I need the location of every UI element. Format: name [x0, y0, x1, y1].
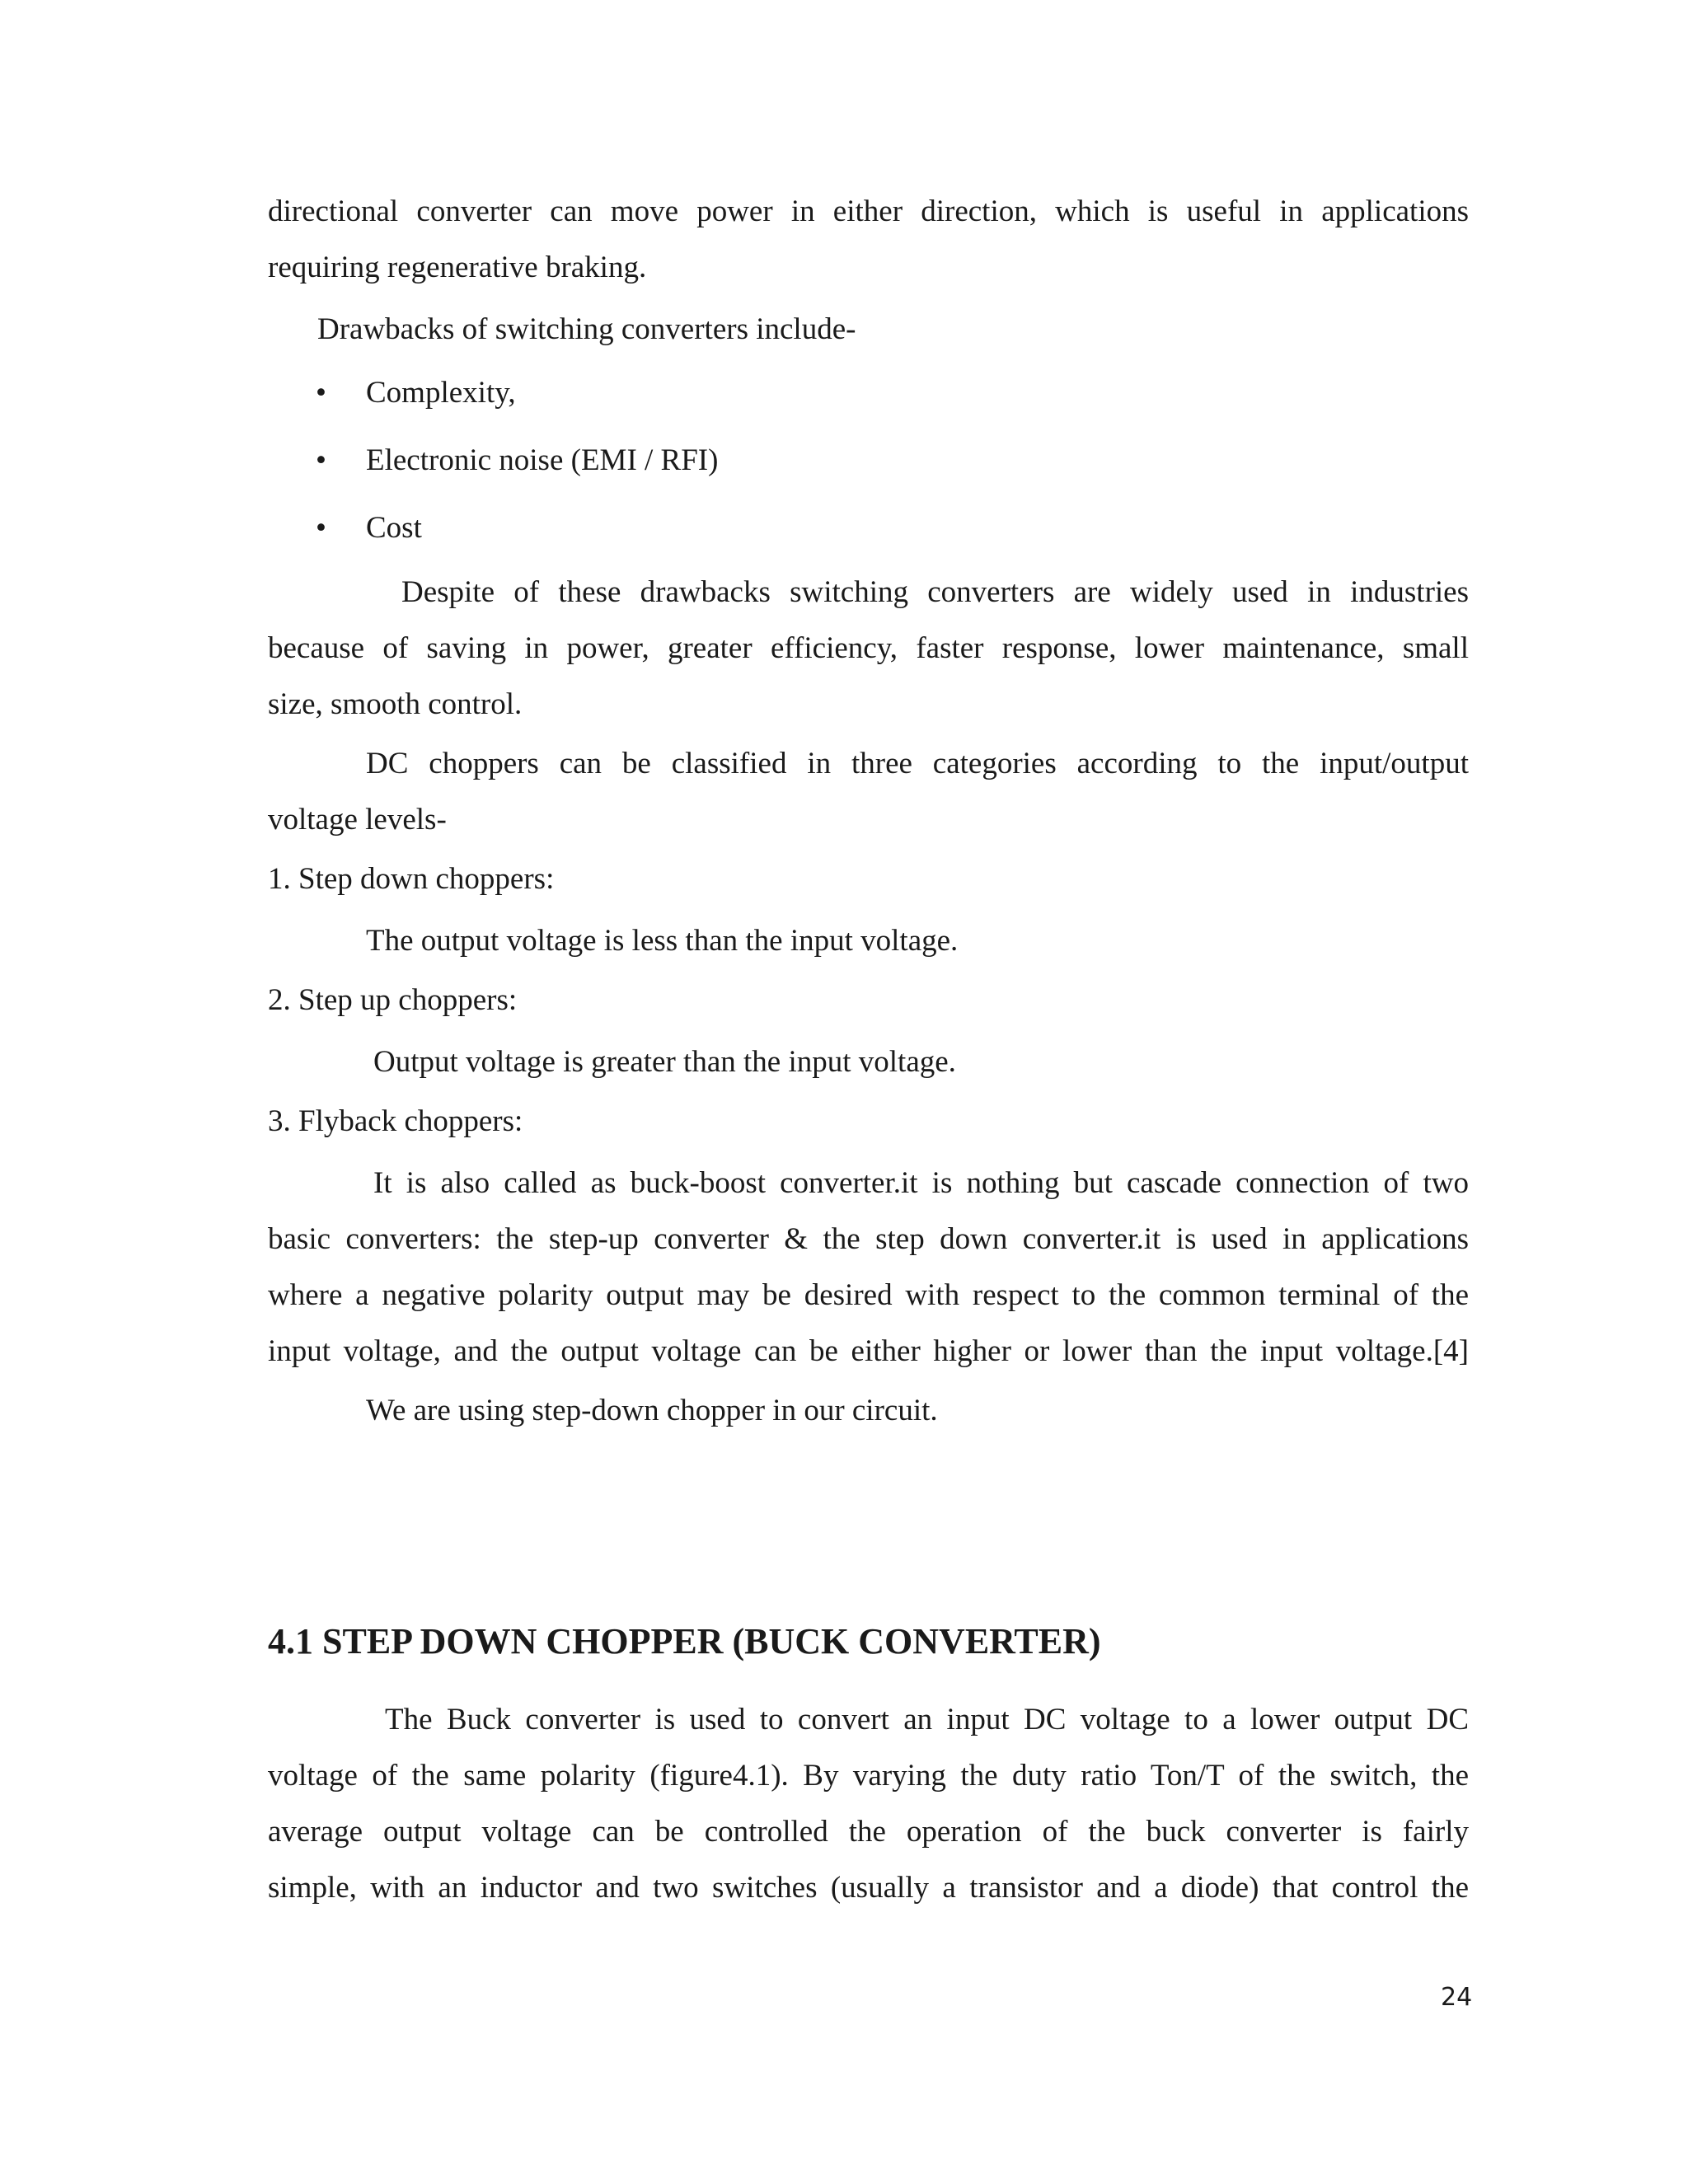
text-line: where a negative polarity output may be desired with respect to the common terminal of the [268, 1278, 1469, 1312]
text-line: DC choppers can be classified in three categories according to the input/output [366, 747, 1469, 780]
text-line: voltage levels- [268, 803, 447, 837]
bullet-item: Electronic noise (EMI / RFI) [366, 443, 719, 477]
text-line: The output voltage is less than the input voltage. [366, 924, 959, 958]
text-line: simple, with an inductor and two switches (usually a transistor and a diode) that control the [268, 1871, 1469, 1905]
list-heading: 3. Flyback choppers: [268, 1104, 523, 1138]
text-line: requiring regenerative braking. [268, 251, 647, 284]
text-line: Output voltage is greater than the input voltage. [373, 1045, 956, 1079]
text-line: directional converter can move power in either direction, which is useful in applications [268, 194, 1469, 228]
page-number: 24 [1441, 1983, 1473, 2012]
section-heading: 4.1 STEP DOWN CHOPPER (BUCK CONVERTER) [268, 1621, 1101, 1661]
text-line: Despite of these drawbacks switching converters are widely used in industries [401, 575, 1469, 609]
bullet-icon: • [316, 511, 326, 545]
text-line: It is also called as buck-boost converter.it is nothing but cascade connection of two [373, 1166, 1469, 1200]
text-line: because of saving in power, greater efficiency, faster response, lower maintenance, small [268, 631, 1469, 665]
list-heading: 1. Step down choppers: [268, 862, 555, 896]
text-line: voltage of the same polarity (figure4.1). By varying the duty ratio Ton/T of the switch, the [268, 1759, 1469, 1793]
bullet-item: Complexity, [366, 376, 516, 410]
text-line: The Buck converter is used to convert an input DC voltage to a lower output DC [385, 1703, 1469, 1736]
text-line: input voltage, and the output voltage can be either higher or lower than the input voltage.[4] [268, 1334, 1469, 1368]
text-line: average output voltage can be controlled the operation of the buck converter is fairly [268, 1815, 1469, 1849]
text-line: basic converters: the step-up converter & the step down converter.it is used in applications [268, 1222, 1469, 1256]
text-line: size, smooth control. [268, 687, 523, 721]
text-line: Drawbacks of switching converters include- [317, 312, 856, 346]
text-line: We are using step-down chopper in our circuit. [366, 1394, 938, 1427]
bullet-icon: • [316, 376, 326, 410]
bullet-icon: • [316, 443, 326, 477]
bullet-item: Cost [366, 511, 422, 545]
list-heading: 2. Step up choppers: [268, 983, 518, 1017]
